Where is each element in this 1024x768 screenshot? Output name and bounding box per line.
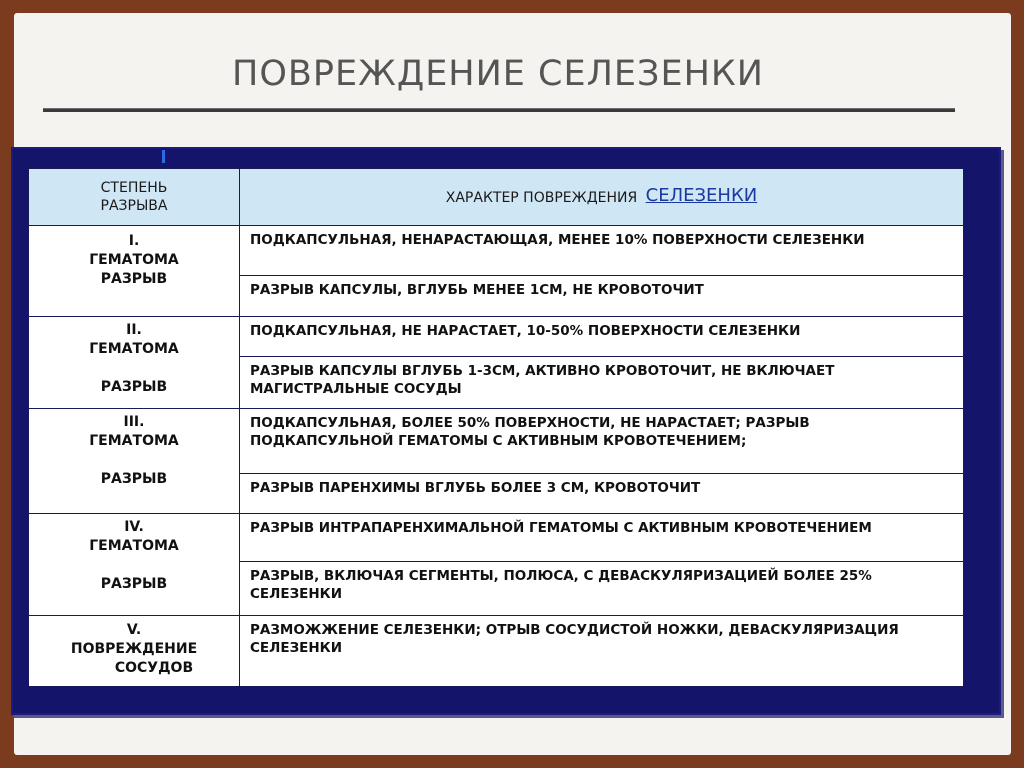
grade-label-1: ГЕМАТОМА: [89, 340, 179, 357]
table-row: [29, 316, 964, 356]
grade-label-2: РАЗРЫВ: [100, 471, 168, 488]
grade-cell: [29, 513, 240, 616]
grade-number: IV.: [124, 518, 144, 535]
description-cell: ПОДКАПСУЛЬНАЯ, НЕ НАРАСТАЕТ, 10-50% ПОВЕРХНОСТИ СЕЛЕЗЕНКИ: [240, 316, 964, 356]
description-cell: РАЗРЫВ ИНТРАПАРЕНХИМАЛЬНОЙ ГЕМАТОМЫ С АКТИВНЫМ КРОВОТЕЧЕНИЕМ: [240, 513, 964, 561]
table-row: [29, 226, 964, 276]
grade-cell: [29, 226, 240, 317]
description-cell: ПОДКАПСУЛЬНАЯ, БОЛЕЕ 50% ПОВЕРХНОСТИ, НЕ НАРАСТАЕТ; РАЗРЫВ ПОДКАПСУЛЬНОЙ ГЕМАТОМЫ С АКТИВНЫМ КРОВОТЕЧЕНИЕМ;: [240, 409, 964, 473]
injury-grade-table: [28, 168, 964, 687]
grade-cell: [29, 409, 240, 514]
description-cell: РАЗМОЖЖЕНИЕ СЕЛЕЗЕНКИ; ОТРЫВ СОСУДИСТОЙ НОЖКИ, ДЕВАСКУЛЯРИЗАЦИЯ СЕЛЕЗЕНКИ: [240, 616, 964, 687]
description-cell: РАЗРЫВ КАПСУЛЫ ВГЛУБЬ 1-3СМ, АКТИВНО КРОВОТОЧИТ, НЕ ВКЛЮЧАЕТ МАГИСТРАЛЬНЫЕ СОСУДЫ: [240, 356, 964, 408]
header-degree: [29, 169, 240, 226]
grade-number: I.: [128, 233, 140, 249]
title-divider: [43, 108, 955, 112]
grade-label-2: СОСУДОВ: [114, 660, 194, 677]
header-character: [240, 169, 964, 226]
slide-title: ПОВРЕЖДЕНИЕ СЕЛЕЗЕНКИ: [232, 54, 764, 94]
grade-number: II.: [126, 321, 142, 338]
description-cell: ПОДКАПСУЛЬНАЯ, НЕНАРАСТАЮЩАЯ, МЕНЕЕ 10% ПОВЕРХНОСТИ СЕЛЕЗЕНКИ: [240, 226, 964, 276]
table-row: [29, 616, 964, 687]
grade-label-2: РАЗРЫВ: [100, 378, 168, 395]
description-cell: РАЗРЫВ, ВКЛЮЧАЯ СЕГМЕНТЫ, ПОЛЮСА, С ДЕВАСКУЛЯРИЗАЦИЕЙ БОЛЕЕ 25% СЕЛЕЗЕНКИ: [240, 562, 964, 616]
cursor-mark: [162, 150, 165, 163]
grade-label-1: ГЕМАТОМА: [89, 537, 179, 554]
header-character-prefix: ХАРАКТЕР ПОВРЕЖДЕНИЯ: [445, 190, 638, 206]
grade-label-1: ГЕМАТОМА: [89, 252, 179, 268]
header-degree-line-1: СТЕПЕНЬ: [100, 180, 168, 196]
description-cell: РАЗРЫВ ПАРЕНХИМЫ ВГЛУБЬ БОЛЕЕ 3 СМ, КРОВОТОЧИТ: [240, 473, 964, 513]
grade-number: III.: [123, 414, 145, 431]
grade-cell: [29, 316, 240, 409]
grade-label-2: РАЗРЫВ: [100, 575, 168, 592]
table-row: [29, 513, 964, 561]
grade-cell: [29, 616, 240, 687]
table-row: [29, 409, 964, 473]
grade-number: V.: [126, 622, 142, 639]
header-degree-line-2: РАЗРЫВА: [100, 198, 168, 214]
table-header-row: [29, 169, 964, 226]
grade-label-1: ГЕМАТОМА: [89, 433, 179, 450]
grade-label-2: РАЗРЫВ: [100, 271, 168, 287]
header-character-accent: СЕЛЕЗЕНКИ: [645, 185, 758, 206]
description-cell: РАЗРЫВ КАПСУЛЫ, ВГЛУБЬ МЕНЕЕ 1СМ, НЕ КРОВОТОЧИТ: [240, 276, 964, 316]
grade-label-1: ПОВРЕЖДЕНИЕ: [70, 641, 198, 658]
